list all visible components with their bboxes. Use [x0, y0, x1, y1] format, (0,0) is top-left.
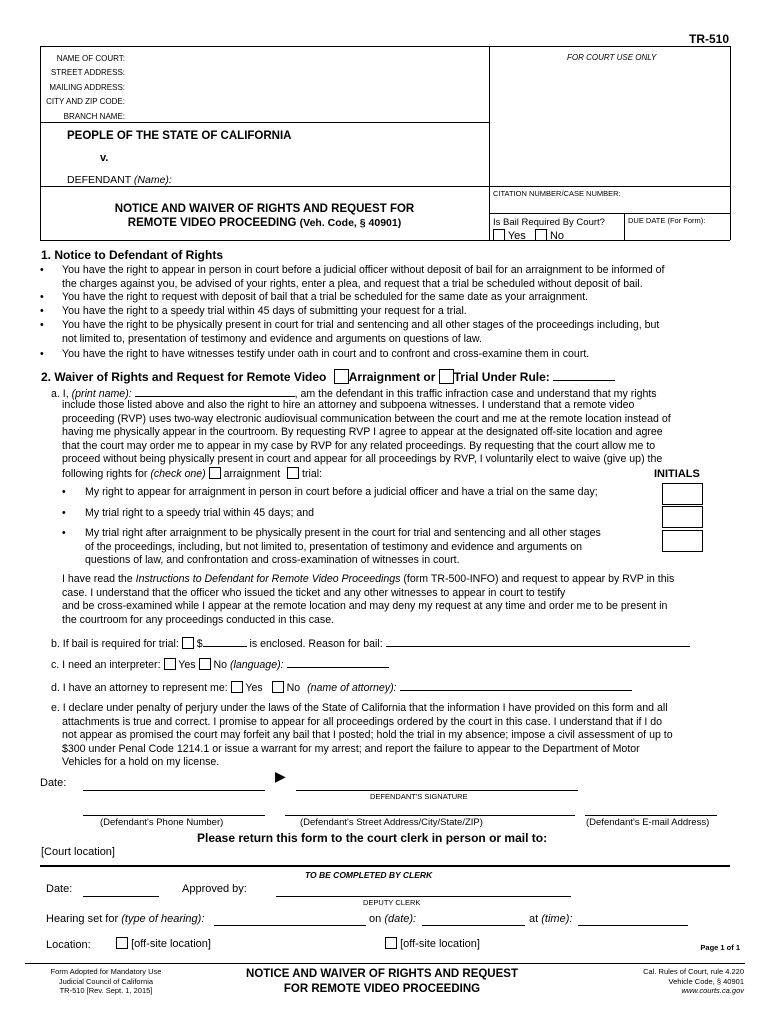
- read-instructions-title: Instructions to Defendant for Remote Video Proceedings: [135, 573, 401, 585]
- form-title: [40, 202, 489, 230]
- defendant-label: DEFENDANT: [67, 174, 131, 186]
- at-label: at: [529, 913, 539, 925]
- footer-left: [25, 967, 187, 996]
- interpreter-no-checkbox[interactable]: [199, 658, 211, 670]
- court-address-labels: [46, 52, 125, 124]
- offsite-option-1: [116, 937, 211, 950]
- right-item-2: You have the right to request with deposit of bail that a trial be scheduled for the same date as your arraignment.: [62, 291, 589, 303]
- bail-no-label: No: [549, 230, 564, 242]
- bail-reason-input[interactable]: [386, 636, 690, 647]
- bail-required-question: Is Bail Required By Court?: [493, 217, 605, 228]
- right-item-1-line2: the charges against you, be advised of your rights, enter a plea, and request that a trial be scheduled without deposit of bail.: [62, 277, 643, 290]
- form-title-line1: NOTICE AND WAIVER OF RIGHTS AND REQUEST FOR: [114, 203, 415, 215]
- hearing-time-label: (time):: [541, 913, 573, 925]
- hearing-type-line[interactable]: [214, 925, 366, 926]
- interpreter-row: [51, 657, 389, 673]
- bail-enclosed-label: is enclosed. Reason for bail:: [249, 638, 383, 650]
- bullet-icon: •: [40, 291, 44, 303]
- location-label: Location:: [46, 939, 91, 951]
- bail-amount-input[interactable]: [203, 636, 247, 647]
- section1-heading: 1. Notice to Defendant of Rights: [41, 248, 224, 262]
- city-zip-label: CITY AND ZIP CODE:: [46, 97, 125, 107]
- initials-box-2[interactable]: [662, 506, 703, 528]
- waived-right-3-line2: of the proceedings, including, but not limited to, presentation of testimony and evidence and arguments on: [85, 540, 583, 553]
- right-item-4-line1: You have the right to be physically present in court for trial and sentencing and all other stages of the proceedings including, but: [62, 319, 660, 331]
- street-address-label: STREET ADDRESS:: [50, 68, 125, 78]
- read-line3: and be cross-examined while I appear at the remote location and may deny my request at any time and order me to be present in: [62, 600, 668, 613]
- footer-title-line1: NOTICE AND WAIVER OF RIGHTS AND REQUEST: [246, 968, 518, 980]
- bullet-icon: •: [40, 305, 44, 317]
- initials-heading: INITIALS: [654, 468, 700, 480]
- para-a-line2: include those listed above and also the right to hire an attorney and subpoena witnesses. I understand that a remote video: [62, 399, 635, 411]
- interpreter-yes-checkbox[interactable]: [164, 658, 176, 670]
- approved-by-label: Approved by:: [182, 883, 247, 895]
- declaration-line5: Vehicles for a hold on my license.: [62, 756, 220, 769]
- defendant-hint: (Name):: [133, 174, 172, 186]
- footer-adopted: Form Adopted for Mandatory Use: [50, 967, 162, 976]
- attorney-row: [51, 680, 632, 696]
- waived-right-3-line3: questions of law, and confrontation and cross-examination of witnesses in court.: [85, 554, 460, 567]
- name-of-court-label: NAME OF COURT:: [56, 54, 125, 63]
- right-item-1: [62, 264, 664, 291]
- court-location: [Court location]: [41, 846, 115, 858]
- para-a-line4: having me physically appear in the courtroom. By requesting RVP I agree to appear at the designated off-site location and agree: [62, 426, 663, 439]
- form-id: TR-510: [688, 32, 729, 46]
- return-instructions: Please return this form to the court clerk in person or mail to:: [197, 831, 548, 845]
- initials-box-3[interactable]: [662, 530, 703, 552]
- mailing-address-label: MAILING ADDRESS:: [49, 82, 125, 92]
- address-label: (Defendant's Street Address/City/State/ZIP): [300, 817, 483, 828]
- offsite-1-label: [off-site location]: [131, 938, 211, 950]
- clerk-date-line[interactable]: [83, 896, 159, 897]
- waiver-para-a-body: [62, 399, 671, 482]
- declaration-line2: attachments is true and correct. I promise to appear for all proceedings ordered by the court in this case. I understand that if I do: [62, 715, 663, 728]
- attorney-yes-checkbox[interactable]: [231, 681, 243, 693]
- interpreter-yes-label: Yes: [178, 659, 196, 671]
- hearing-time: [529, 913, 572, 925]
- attorney-label: d. I have an attorney to represent me:: [51, 682, 228, 694]
- right-item-4-line2: not limited to, presentation of testimony and evidence and arguments on questions of law.: [62, 332, 482, 345]
- interpreter-no-label: No: [213, 659, 228, 671]
- clerk-divider: [40, 865, 730, 867]
- declaration-paragraph: [51, 702, 668, 716]
- attorney-name-input[interactable]: [400, 680, 632, 691]
- bail-yes-label: Yes: [507, 230, 526, 242]
- section2-heading-text: 2. Waiver of Rights and Request for Remote Video: [41, 370, 327, 384]
- hearing-date-line[interactable]: [422, 925, 525, 926]
- clerk-date-label: Date:: [46, 883, 73, 895]
- right-item-5: You have the right to have witnesses testify under oath in court and to confront and cross-examine them in court.: [62, 348, 590, 360]
- right-item-3: You have the right to a speedy trial within 45 days of submitting your request for a trial.: [62, 305, 467, 317]
- waived-right-3: [85, 527, 601, 568]
- phone-line[interactable]: [83, 815, 265, 816]
- waive-arraignment-label: arraignment: [223, 467, 281, 480]
- para-a-prefix: a. I,: [51, 388, 69, 400]
- declaration-line3: not appear as promised the court may forfeit any bail that I posted; hold the trial in my absence; impose a civil assessment of up to: [62, 729, 673, 742]
- signature-date-label: Date:: [40, 777, 67, 789]
- language-input[interactable]: [287, 657, 389, 668]
- waived-right-3-line1: My trial right after arraignment to be physically present in the court for trial and sentencing and all other stages: [85, 527, 601, 539]
- defendant-signature-line[interactable]: [296, 790, 578, 791]
- offsite-2-checkbox[interactable]: [385, 937, 397, 949]
- hearing-date-label: (date):: [384, 913, 417, 925]
- instructions-paragraph: [62, 573, 674, 627]
- check-one-label: (check one): [150, 467, 206, 480]
- signature-date-line[interactable]: [83, 790, 265, 791]
- defendant-signature-label: DEFENDANT'S SIGNATURE: [370, 792, 468, 801]
- para-a-line1-rest: , am the defendant in this traffic infraction case and understand that my rights: [294, 388, 657, 400]
- waive-trial-checkbox[interactable]: [287, 467, 299, 479]
- hearing-time-line[interactable]: [578, 925, 688, 926]
- right-item-4: [62, 319, 659, 346]
- para-a-line5: that the court may order me to appear in my case by RVP for any related proceedings. By requesting that the court allow me to: [62, 439, 656, 452]
- page-number: Page 1 of 1: [700, 943, 740, 952]
- offsite-option-2: [385, 937, 480, 950]
- people-caption: PEOPLE OF THE STATE OF CALIFORNIA: [67, 130, 292, 142]
- footer-website[interactable]: www.courts.ca.gov: [681, 986, 744, 995]
- attorney-name-label: (name of attorney):: [307, 682, 397, 694]
- initials-box-1[interactable]: [662, 483, 703, 505]
- approved-by-line[interactable]: [276, 896, 571, 897]
- remote-trial-checkbox[interactable]: [439, 369, 454, 384]
- dollar-sign: $: [196, 638, 203, 650]
- trial-rule-input[interactable]: [553, 370, 615, 381]
- print-name-input[interactable]: [135, 386, 295, 397]
- read-post: (form TR-500-INFO) and request to appear by RVP in this: [403, 573, 675, 585]
- phone-label: (Defendant's Phone Number): [100, 817, 224, 828]
- waive-arraignment-checkbox[interactable]: [209, 467, 221, 479]
- citation-number-label: CITATION NUMBER/CASE NUMBER:: [493, 189, 621, 198]
- para-a-line6: proceed without being physically present in court and appear for all proceedings by RVP, I voluntarily elect to waive (give up) the: [62, 453, 663, 466]
- footer-divider: [25, 963, 745, 964]
- hearing-set-label: Hearing set for: [46, 913, 119, 925]
- declaration-line4: $300 under Penal Code 1214.1 or issue a warrant for my arrest; and report the failure to appear to the Department of Motor: [62, 742, 640, 755]
- declaration-body: [62, 716, 673, 770]
- para-a-line3: proceeding (RVP) uses two-way electronic audiovisual communication between the court and me at the remote location instead of: [62, 412, 671, 425]
- clerk-heading: TO BE COMPLETED BY CLERK: [305, 870, 433, 880]
- bail-row: [51, 636, 690, 652]
- footer-title-line2: FOR REMOTE VIDEO PROCEEDING: [283, 983, 481, 995]
- bail-enclosed-checkbox[interactable]: [182, 637, 194, 649]
- read-line2: case. I understand that the officer who issued the ticket and any other witnesses to appear in court to testify: [62, 586, 566, 599]
- deputy-clerk-label: DEPUTY CLERK: [363, 898, 421, 907]
- form-title-code: (Veh. Code, § 40901): [299, 217, 402, 229]
- footer-council: Judicial Council of California: [58, 976, 154, 986]
- on-label: on: [369, 913, 382, 925]
- due-date-label: DUE DATE (For Form):: [628, 216, 706, 225]
- bail-required-label: b. If bail is required for trial:: [51, 638, 179, 650]
- attorney-no-label: No: [286, 682, 301, 694]
- waived-right-2: My trial right to a speedy trial within 45 days; and: [85, 507, 315, 519]
- waived-right-1: My right to appear for arraignment in person in court before a judicial officer and have a trial on the same day;: [85, 486, 598, 498]
- branch-name-label: BRANCH NAME:: [63, 111, 125, 121]
- hearing-type-label: (type of hearing):: [121, 913, 205, 925]
- email-label: (Defendant's E-mail Address): [586, 817, 710, 828]
- footer-title: [212, 967, 552, 997]
- attorney-yes-label: Yes: [245, 682, 263, 694]
- footer-vehicle-code: Vehicle Code, § 40901: [668, 976, 744, 986]
- bullet-icon: •: [62, 507, 66, 519]
- hearing-date: [369, 913, 416, 925]
- bail-yes-no: [493, 229, 564, 242]
- court-use-only: FOR COURT USE ONLY: [567, 53, 657, 62]
- bullet-icon: •: [40, 264, 44, 276]
- versus: v.: [100, 152, 109, 164]
- footer-right: [643, 967, 744, 996]
- bail-yes-checkbox[interactable]: [493, 229, 505, 241]
- right-item-1-line1: You have the right to appear in person in court before a judicial officer without deposit of bail for an arraignment to be informed of: [62, 264, 665, 276]
- bullet-icon: •: [40, 348, 44, 360]
- waive-trial-label: trial:: [302, 467, 323, 480]
- bail-no-checkbox[interactable]: [535, 229, 547, 241]
- declaration-line1: e. I declare under penalty of perjury under the laws of the State of California that the information I have provided on this form and all: [51, 702, 668, 714]
- section2-heading: [41, 369, 615, 384]
- footer-rules: Cal. Rules of Court, rule 4.220: [643, 967, 744, 976]
- form-title-line2: REMOTE VIDEO PROCEEDING: [127, 217, 297, 229]
- language-label: (language):: [229, 659, 284, 671]
- following-rights-label: following rights for: [62, 467, 148, 480]
- offsite-1-checkbox[interactable]: [116, 937, 128, 949]
- attorney-no-checkbox[interactable]: [272, 681, 284, 693]
- bullet-icon: •: [40, 319, 44, 331]
- signature-arrow-icon: ▶: [275, 768, 286, 784]
- defendant-name-field[interactable]: [67, 174, 172, 186]
- bullet-icon: •: [62, 527, 66, 539]
- offsite-2-label: [off-site location]: [400, 938, 480, 950]
- hearing-row: [46, 913, 204, 925]
- arraignment-or-label: Arraignment or: [348, 370, 436, 384]
- interpreter-label: c. I need an interpreter:: [51, 659, 161, 671]
- read-pre: I have read the: [62, 573, 133, 585]
- footer-revision: TR-510 [Rev. Sept. 1, 2015]: [59, 986, 153, 995]
- address-line[interactable]: [285, 815, 575, 816]
- bullet-icon: •: [62, 486, 66, 498]
- print-name-label: (print name):: [71, 388, 132, 400]
- remote-arraignment-checkbox[interactable]: [334, 369, 349, 384]
- trial-under-rule-label: Trial Under Rule:: [453, 370, 550, 384]
- read-line4: the courtroom for any proceedings conducted in this case.: [62, 613, 335, 626]
- email-line[interactable]: [585, 815, 717, 816]
